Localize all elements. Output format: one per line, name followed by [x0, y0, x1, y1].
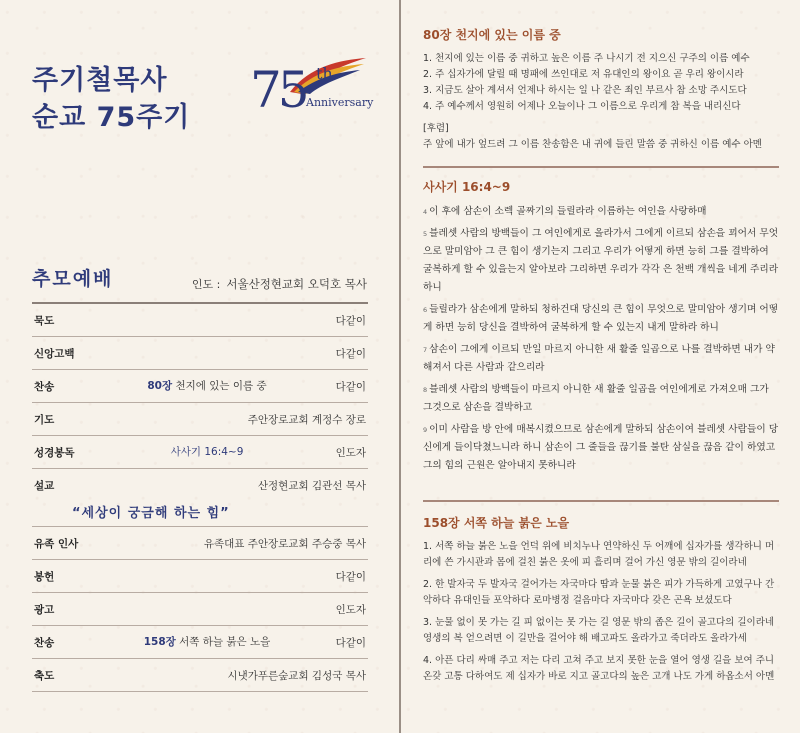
order-row [32, 658, 368, 691]
order-label: 축도 [34, 670, 55, 682]
officiant-label: 인도 : [191, 278, 221, 291]
hymn-80-section [423, 26, 779, 153]
hymn-158-title: 158장 서쪽 하늘 붉은 노을 [423, 516, 570, 530]
divider [32, 691, 368, 692]
order-row [32, 526, 368, 559]
hymn-verse: 4. 주 예수께서 영원히 어제나 오늘이나 그 이름으로 우리게 참 복을 내리신다 [423, 101, 741, 112]
order-row [32, 559, 368, 592]
order-leader: 인도자 [335, 447, 366, 459]
hymn-158-verses [423, 539, 779, 685]
order-label: 설교 [34, 480, 55, 492]
order-leader: 다같이 [335, 637, 366, 649]
order-row [32, 592, 368, 625]
verse-text: 이미 사람을 방 안에 매복시켰으므로 삼손에게 말하되 삼손이여 블레셋 사람들이 당신에게 들이닥쳤느니라 하니 삼손이 그 줄들을 끊기를 불탄 삼실을 끊음 같이 하였고 그의 힘의 근원은 알아내지 못하니라 [423, 424, 779, 471]
hymn-title: 천지에 있는 이름 중 [175, 380, 267, 392]
order-item [132, 378, 282, 393]
divider [423, 500, 779, 502]
order-leader: 다같이 [335, 571, 366, 583]
service-title: 추모예배 [32, 268, 114, 290]
scripture-verse [423, 341, 779, 377]
logo-superscript: th [316, 64, 333, 83]
hymn-verse: 4. 아픈 다리 싸매 주고 저는 다리 고쳐 주고 보지 못한 눈을 열어 영생 길을 보여 주니 온갖 고통 다하여도 제 십자가 바로 지고 골고다의 높은 고개 나도 가게 하옵소서 아멘 [423, 655, 775, 682]
verse-number: 8 [423, 386, 428, 394]
order-of-service [32, 302, 368, 692]
scripture-verse [423, 421, 779, 475]
order-label: 묵도 [34, 315, 55, 327]
hymn-verse: 3. 눈물 없이 못 가는 길 피 없이는 못 가는 길 영문 밖의 좁은 길이 골고다의 길이라네 영생의 복 얻으려면 이 길만을 걸어야 해 배고파도 올라가고 죽더라도 올라가세 [423, 617, 775, 644]
title-line-2: 순교 75주기 [32, 102, 191, 133]
scripture-verse [423, 381, 779, 417]
order-leader: 시냇가푸른숲교회 김성국 목사 [227, 670, 366, 682]
hymn-verse: 1. 서쪽 하늘 붉은 노을 언덕 위에 비치누나 연약하신 두 어깨에 십자가를 생각하니 머리에 쓴 가시관과 몸에 걸친 붉은 옷에 피 흘리며 걸어 가신 영문 밖의 길이라네 [423, 541, 775, 568]
order-leader: 다같이 [335, 315, 366, 327]
order-leader: 다같이 [335, 348, 366, 360]
verse-text: 블레셋 사람의 방백들이 그 여인에게로 올라가서 그에게 이르되 삼손을 꾀어서 무엇으로 말미암아 그 큰 힘이 생기는지 그리고 우리가 어떻게 하면 능히 그를 결박하여 굴복하게 할 수 있을는지 알아보라 그리하면 우리가 각각 은 천백 개씩을 네게 주리라 하니 [423, 228, 779, 293]
logo-word: Anniversary [306, 96, 374, 109]
order-leader: 다같이 [335, 381, 366, 393]
verse-number: 7 [423, 346, 428, 354]
hymn-title: 서쪽 하늘 붉은 노을 [179, 636, 271, 648]
logo-number: 75 [250, 61, 306, 119]
order-row [32, 369, 368, 402]
order-leader: 인도자 [335, 604, 366, 616]
hymn-80-title: 80장 천지에 있는 이름 중 [423, 28, 561, 42]
verse-text: 블레셋 사람의 방백들이 마르지 아니한 새 활줄 일곱을 여인에게로 가져오매 그가 그것으로 삼손을 결박하고 [423, 384, 769, 413]
scripture-verse [423, 203, 779, 221]
verse-number: 5 [423, 230, 428, 238]
verse-number: 9 [423, 426, 428, 434]
order-label: 찬송 [34, 381, 55, 393]
hymn-verse: 2. 주 십자가에 달릴 때 명패에 쓰인대로 저 유대인의 왕이요 곧 우리 왕이시라 [423, 69, 744, 80]
order-label: 성경봉독 [34, 447, 75, 459]
scripture-reference: 사사기 16:4~9 [170, 446, 244, 458]
order-row [32, 625, 368, 658]
divider [423, 166, 779, 168]
order-row [32, 435, 368, 468]
chorus-label: [후렴] [423, 123, 449, 134]
hymn-verse: 1. 천지에 있는 이름 중 귀하고 높은 이름 주 나시기 전 지으신 구주의 이름 예수 [423, 53, 750, 64]
hymn-number: 80장 [147, 380, 173, 392]
order-label: 신앙고백 [34, 348, 75, 360]
verse-text: 이 후에 삼손이 소렉 골짜기의 들릴라라 이름하는 여인을 사랑하매 [429, 206, 707, 217]
verse-number: 6 [423, 306, 428, 314]
verse-text: 들릴라가 삼손에게 말하되 청하건대 당신의 큰 힘이 무엇으로 말미암아 생기며 어떻게 하면 능히 당신을 결박하여 굴복하게 할 수 있는지 내게 말하라 하니 [423, 304, 779, 333]
officiant-name: 서울산정현교회 오덕호 목사 [226, 277, 367, 291]
order-leader: 주안장로교회 계정수 장로 [247, 414, 366, 426]
scripture-section [423, 178, 779, 479]
verse-text: 삼손이 그에게 이르되 만일 마르지 아니한 새 활줄 일곱으로 나를 결박하면 내가 약해져서 다른 사람과 같으리라 [423, 344, 775, 373]
hymn-verse: 2. 한 발자국 두 발자국 걸어가는 자국마다 땀과 눈물 붉은 피가 가득하게 고였구나 간악하다 유대인들 포악하다 로마병정 걸음마다 자국마다 갖은 곤욕 보셨도다 [423, 579, 775, 606]
scripture-title: 사사기 16:4~9 [423, 180, 511, 194]
anniversary-logo [250, 56, 374, 136]
hymn-158-section [423, 514, 779, 685]
order-label: 광고 [34, 604, 55, 616]
memorial-title [32, 62, 190, 136]
order-row [32, 336, 368, 369]
order-leader: 산정현교회 김관선 목사 [257, 480, 366, 492]
order-label: 유족 인사 [34, 538, 79, 550]
hymn-verse: 3. 지금도 살아 계셔서 언제나 하시는 일 나 같은 죄인 부르사 참 소망 주시도다 [423, 85, 747, 96]
order-label: 찬송 [34, 637, 55, 649]
order-item [132, 634, 282, 649]
hymn-80-verses [423, 51, 779, 115]
verse-number: 4 [423, 208, 428, 216]
title-line-1: 주기철목사 [32, 65, 168, 96]
order-row [32, 402, 368, 435]
right-panel [401, 0, 800, 733]
order-leader: 유족대표 주안장로교회 주승중 목사 [203, 538, 366, 550]
order-row [32, 302, 368, 336]
order-label: 봉헌 [34, 571, 55, 583]
order-row [32, 468, 368, 526]
sermon-title: “세상이 궁금해 하는 힘” [72, 506, 230, 521]
officiant [192, 276, 367, 292]
scripture-verse [423, 225, 779, 297]
chorus-text: 주 앞에 내가 엎드려 그 이름 찬송함은 내 귀에 들린 말씀 중 귀하신 이름 예수 아멘 [423, 139, 762, 150]
scripture-verse [423, 301, 779, 337]
left-panel [0, 0, 399, 733]
order-label: 기도 [34, 414, 55, 426]
hymn-number: 158장 [143, 636, 176, 648]
